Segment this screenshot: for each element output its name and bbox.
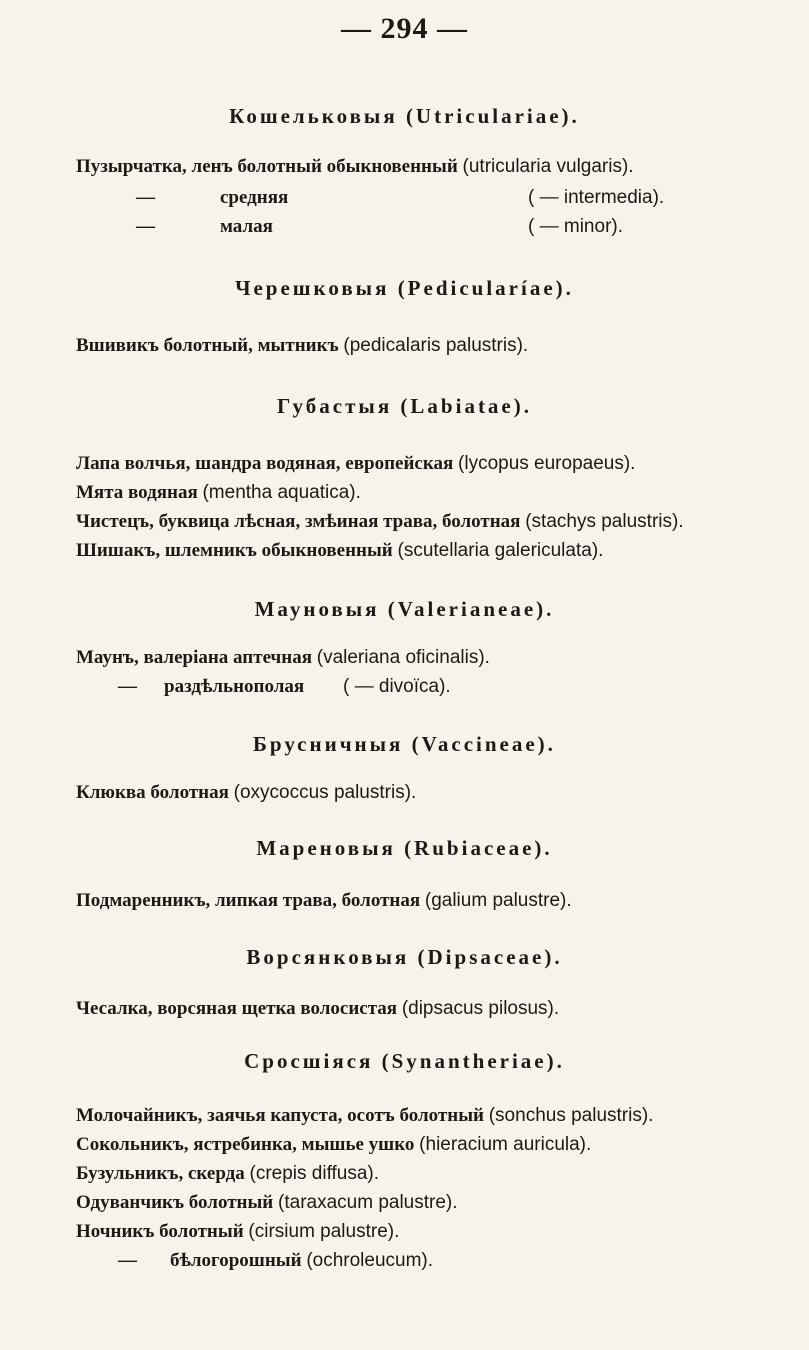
latin-name: (crepis diffusa).: [249, 1163, 380, 1184]
latin-name: (pedicalaris palustris).: [343, 335, 529, 356]
latin-name: (galium palustre).: [424, 890, 572, 911]
species-line: [76, 890, 572, 912]
russian-name: Чесалка, ворсяная щетка волосистая: [76, 998, 398, 1019]
latin-name: (valeriana oficinalis).: [316, 647, 490, 668]
family-heading: Черешковыя (Pedicularíae).: [235, 276, 574, 300]
species-line: [76, 540, 603, 562]
species-line: [76, 998, 559, 1020]
species-line: [76, 453, 635, 475]
russian-name: Молочайникъ, заячья капуста, осотъ болотный: [76, 1105, 484, 1126]
latin-name: (cirsium palustre).: [248, 1221, 400, 1242]
latin-name: (lycopus europaeus).: [458, 453, 636, 474]
latin-name: (sonchus palustris).: [488, 1105, 654, 1126]
russian-name: Пузырчатка, ленъ болотный обыкновенный: [76, 156, 458, 177]
russian-name: Маунъ, валеріана аптечная: [76, 647, 312, 668]
latin-name: (oxycoccus palustris).: [233, 782, 417, 803]
species-line: [76, 511, 684, 533]
family-heading: Ворсянковыя (Dipsaceae).: [246, 945, 563, 969]
species-line: [76, 1105, 653, 1127]
page-number: — 294 —: [341, 12, 468, 45]
latin-name: (scutellaria galericulata).: [397, 540, 604, 561]
family-heading: Губастыя (Labiatae).: [277, 394, 532, 418]
russian-name: Сокольникъ, ястребинка, мышье ушко: [76, 1134, 415, 1155]
russian-name: Подмаренникъ, липкая трава, болотная: [76, 890, 421, 911]
latin-name: (hieracium auricula).: [419, 1134, 592, 1155]
species-line: [76, 1221, 399, 1243]
ditto-dash: —: [136, 187, 155, 208]
species-line: [76, 1134, 591, 1156]
russian-name: Одуванчикъ болотный: [76, 1192, 274, 1213]
russian-name: Мята водяная: [76, 482, 198, 503]
family-heading: Мареновыя (Rubiaceae).: [256, 836, 553, 860]
family-heading: Сросшіяся (Synantheriae).: [244, 1049, 565, 1073]
species-line: [76, 1192, 458, 1214]
russian-name: бѣлогорошный: [170, 1250, 302, 1271]
ditto-dash: —: [136, 216, 155, 237]
russian-name: раздѣльнополая: [164, 676, 305, 697]
latin-name: ( — intermedia).: [528, 187, 665, 208]
ditto-dash: —: [118, 1250, 137, 1271]
latin-name: ( — divoïca).: [343, 676, 451, 697]
latin-name: ( — minor).: [528, 216, 623, 237]
russian-name: Чистецъ, буквица лѣсная, змѣиная трава, болотная: [76, 511, 521, 532]
russian-name: Вшивикъ болотный, мытникъ: [76, 335, 339, 356]
family-heading: Мауновыя (Valerianeae).: [254, 597, 555, 621]
species-line: [76, 156, 634, 178]
species-line: [76, 335, 528, 357]
species-line: [76, 1163, 379, 1185]
latin-name: (dipsacus pilosus).: [401, 998, 560, 1019]
latin-name: (taraxacum palustre).: [278, 1192, 458, 1213]
russian-name: Лапа волчья, шандра водяная, европейская: [76, 453, 454, 474]
species-line: [170, 1250, 433, 1272]
russian-name: малая: [220, 216, 273, 237]
russian-name: Шишакъ, шлемникъ обыкновенный: [76, 540, 393, 561]
russian-name: средняя: [220, 187, 289, 208]
russian-name: Ночникъ болотный: [76, 1221, 244, 1242]
species-line: [76, 647, 490, 669]
russian-name: Бузульникъ, скерда: [76, 1163, 245, 1184]
species-line: [76, 482, 361, 504]
russian-name: Клюква болотная: [76, 782, 229, 803]
family-heading: Кошельковыя (Utriculariae).: [229, 104, 580, 128]
latin-name: (utricularia vulgaris).: [462, 156, 634, 177]
ditto-dash: —: [118, 676, 137, 697]
latin-name: (stachys palustris).: [525, 511, 684, 532]
species-line: [76, 782, 416, 804]
family-heading: Брусничныя (Vaccineae).: [253, 732, 556, 756]
latin-name: (mentha aquatica).: [202, 482, 361, 503]
latin-name: (ochroleucum).: [306, 1250, 434, 1271]
